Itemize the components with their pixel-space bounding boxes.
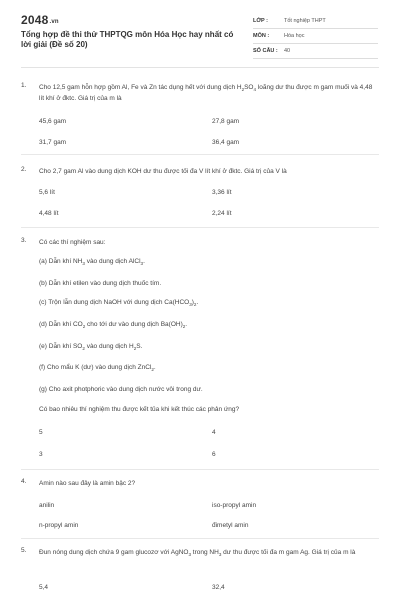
meta-key: SỐ CÂU : [253,48,278,54]
question-ask: Có bao nhiêu thí nghiệm thu được kết tủa khi kết thúc các phản ứng? [39,406,240,413]
answer-option[interactable]: 2,24 lít [212,210,232,217]
question-text: Amin nào sau đây là amin bậc 2? [39,480,136,487]
question-divider [21,469,379,470]
answer-option[interactable]: 3,36 lít [212,189,232,196]
answer-option[interactable]: 4 [212,429,216,436]
logo-suffix: .vn [49,19,59,25]
answer-option[interactable]: anilin [39,502,55,509]
answer-option[interactable]: đimetyl amin [212,522,249,529]
question-number: 1. [21,82,27,89]
answer-option[interactable]: n-propyl amin [39,522,79,529]
answer-option[interactable]: 5 [39,429,43,436]
answer-option[interactable]: 27,8 gam [212,118,240,125]
answer-option[interactable]: 45,6 gam [39,118,67,125]
question-text: Đun nóng dung dịch chứa 9 gam glucozơ với AgNO$_3$ trong $NH_3$ dư thu được tối đa m gam Ag. Giá trị của m là [39,549,356,557]
meta-value: Hóa học [284,33,305,39]
header-divider [21,67,379,68]
statement-f: (f) Cho mẩu K (dư) vào dung dịch ZnCl$_2$. [39,364,156,372]
question-divider [21,538,379,539]
answer-option[interactable]: 36,4 gam [212,139,240,146]
site-logo[interactable] [21,13,59,27]
document-title: Tổng hợp đề thi thử THPTQG môn Hóa Học hay nhất có lời giải (Đề số 20) [21,30,234,49]
question-number: 3. [21,237,27,244]
document-header [0,0,400,62]
question-text: Cho 12,5 gam hỗn hợp gồm Al, Fe và Zn tác dụng hết với dung dịch $H_2SO_4$ loãng dư thu được m gam muối và 4,48 lít khí ở đktc. Giá trị của m là [39,84,373,102]
answer-option[interactable]: 3 [39,451,43,458]
statement-g: (g) Cho axit photphoric vào dung dịch nước vôi trong dư. [39,386,203,393]
meta-value: 40 [284,48,291,54]
question-divider [21,154,379,155]
question-text: Có các thí nghiệm sau: [39,239,106,246]
statement-a: (a) Dẫn khí $NH_3$ vào dung dịch AlCl$_3$. [39,258,145,266]
statement-c: (c) Trộn lẫn dung dịch NaOH với dung dịch $Ca(HCO_3)_2$. [39,299,199,307]
question-divider [21,227,379,228]
question-text: Cho 2,7 gam Al vào dung dịch KOH dư thu được tối đa V lít khí ở đktc. Giá trị của V là [39,168,287,175]
answer-option[interactable]: 31,7 gam [39,139,67,146]
question-number: 5. [21,547,27,554]
statement-d: (d) Dẫn khí $CO_2$ cho tới dư vào dung dịch $Ba(OH)_2$. [39,321,188,329]
meta-row-count [253,45,378,59]
meta-row-class [253,15,378,29]
answer-option[interactable]: 5,4 [39,584,49,591]
answer-option[interactable]: iso-propyl amin [212,502,257,509]
meta-row-subject [253,30,378,44]
answer-option[interactable]: 6 [212,451,216,458]
answer-option[interactable]: 4,48 lít [39,210,59,217]
statement-e: (e) Dẫn khí $SO_2$ vào dung dịch $H_2S$. [39,343,143,351]
meta-value: Tốt nghiệp THPT [284,18,326,24]
statement-b: (b) Dẫn khí etilen vào dung dịch thuốc tím. [39,280,162,287]
answer-option[interactable]: 32,4 [212,584,225,591]
question-number: 4. [21,478,27,485]
meta-key: MÔN : [253,33,270,39]
answer-option[interactable]: 5,6 lít [39,189,55,196]
question-number: 2. [21,166,27,173]
meta-key: LỚP : [253,18,268,24]
logo-text: 2048 [21,13,49,27]
